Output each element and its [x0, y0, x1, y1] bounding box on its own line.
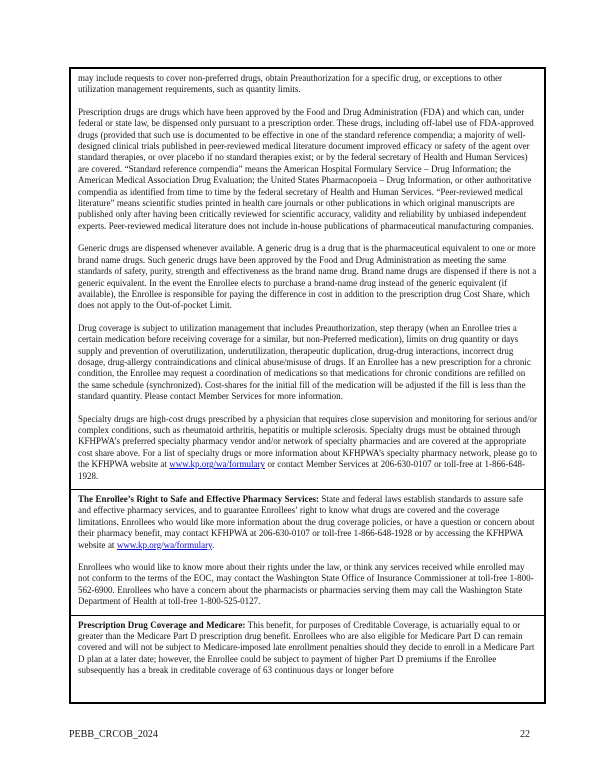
- paragraph-text: State and federal laws establish standards to assure safe and effective pharmacy services, and to guarantee Enrollees’ right to know what drugs are covered and the coverage limitations. Enrollees who would like more information about the drug coverage policies, or have a question or concern about their pharmacy benefit, may contact KFHPWA at 206-630-0107 or toll-free 1-866-648-1928 or by accessing the KFHPWA website at: [78, 494, 535, 550]
- paragraph-text: This benefit, for purposes of Creditable Coverage, is actuarially equal to or greater than the Medicare Part D prescription drug benefit. Enrollees who are also eligible for Medicare Part D can remain covered and will not be subject to Medicare-imposed late enrollment penalties should they decide to enroll in a Medicare Part D plan at a later date; however, the Enrollee could be subject to payment of higher Part D premiums if the Enrollee subsequently has a break in creditable coverage of 63 continuous days or longer before: [78, 619, 535, 676]
- paragraph-utilization-management: may include requests to cover non-preferred drugs, obtain Preauthorization for a specific drug, or exceptions to other utilization management requirements, such as quantity limits.: [78, 73, 503, 95]
- section-medicare: [71, 615, 544, 684]
- paragraph-text: or contact Member Services at 206-630-0107 or toll-free at 1-866-648-1928.: [78, 459, 525, 481]
- footer-document-id: PEBB_CRCOB_2024: [69, 729, 158, 740]
- rights-formulary-link[interactable]: www.kp.org/wa/formulary: [116, 539, 213, 550]
- paragraph-insurance-commissioner: Enrollees who would like to know more about their rights under the law, or think any services received while enrolled may not conform to the terms of the EOC, may contact the Washington State Office of Insurance Commissioner at toll-free 1-800-562-6900. Enrollees who have a concern about the pharmacists or pharmacies serving them may call the Washington State Department of Health at toll-free 1-800-525-0127.: [78, 562, 534, 607]
- page-footer: [69, 729, 546, 740]
- paragraph-generic-drugs: Generic drugs are dispensed whenever available. A generic drug is a drug that is the pharmaceutical equivalent to one or more brand name drugs. Such generic drugs have been approved by the Food and Drug Administration as meeting the same standards of safety, purity, strength and effectiveness as the brand name drug. Brand name drugs are dispensed if there is not a generic equivalent. In the event the Enrollee elects to purchase a brand-name drug instead of the generic equivalent (if available), the Enrollee is responsible for paying the difference in cost in addition to the prescription drug Cost Share, which does not apply to the Out-of-pocket Limit.: [78, 243, 537, 311]
- specialty-formulary-link[interactable]: www.kp.org/wa/formulary: [169, 459, 266, 470]
- inline-heading-medicare: Prescription Drug Coverage and Medicare:: [78, 619, 246, 630]
- content-box: [69, 67, 546, 704]
- inline-heading-pharmacy-rights: The Enrollee’s Right to Safe and Effective Pharmacy Services:: [78, 494, 320, 504]
- section-prescription-drug-text: [71, 69, 544, 489]
- footer-page-number: 22: [520, 729, 530, 740]
- paragraph-specialty-drugs: [78, 414, 538, 482]
- section-pharmacy-rights: [71, 489, 544, 615]
- paragraph-medicare: [78, 620, 538, 677]
- paragraph-prescription-drugs: Prescription drugs are drugs which have been approved by the Food and Drug Administration (FDA) and which can, under federal or state law, be dispensed only pursuant to a prescription order. These drugs, including off-label use of FDA-approved drugs (provided that such use is documented to be effective in one of the standard reference compendia; a majority of well-designed clinical trials published in peer-reviewed medical literature document improved efficacy or safety of the agent over standard therapies, or over placebo if no standard therapies exist; or by the federal secretary of Health and Human Services) are covered. “Standard reference compendia” means the American Hospital Formulary Service – Drug Information; the American Medical Association Drug Evaluation; the United States Pharmacopoeia – Drug Information, or other authoritative compendia as identified from time to time by the federal secretary of Health and Human Services. “Peer-reviewed medical literature” means scientific studies printed in health care journals or other publications in which original manuscripts are published only after having been critically reviewed for scientific accuracy, validity and reliability by unbiased independent experts. Peer-reviewed medical literature does not include in-house publications of pharmaceutical manufacturing companies.: [78, 106, 534, 231]
- paragraph-drug-coverage: Drug coverage is subject to utilization management that includes Preauthorization, step therapy (when an Enrollee tries a certain medication before receiving coverage for a similar, but non-Preferred medication), limits on drug quantity or days supply and prevention of overutilization, underutilization, therapeutic duplication, drug-drug interactions, incorrect drug dosage, drug-allergy contraindications and clinical abuse/misuse of drugs. If an Enrollee has a new prescription for a chronic condition, the Enrollee may request a coordination of medications so that medications for chronic conditions are refilled on the same schedule (synchronized). Cost-shares for the initial fill of the medication will be adjusted if the fill is less than the standard quantity. Please contact Member Services for more information.: [78, 322, 531, 402]
- paragraph-pharmacy-rights: [78, 494, 538, 551]
- paragraph-text: Specialty drugs are high-cost drugs prescribed by a physician that requires close supervision and monitoring for serious and/or complex conditions, such as rheumatoid arthritis, hepatitis or multiple sclerosis. Specialty drugs must be obtained through KFHPWA’s preferred specialty pharmacy vendor and/or network of specialty pharmacies and are covered at the appropriate cost share above. For a list of specialty drugs or more information about KFHPWA’s specialty pharmacy network, please go to the KFHPWA website at: [78, 413, 538, 470]
- paragraph-text: .: [212, 539, 215, 550]
